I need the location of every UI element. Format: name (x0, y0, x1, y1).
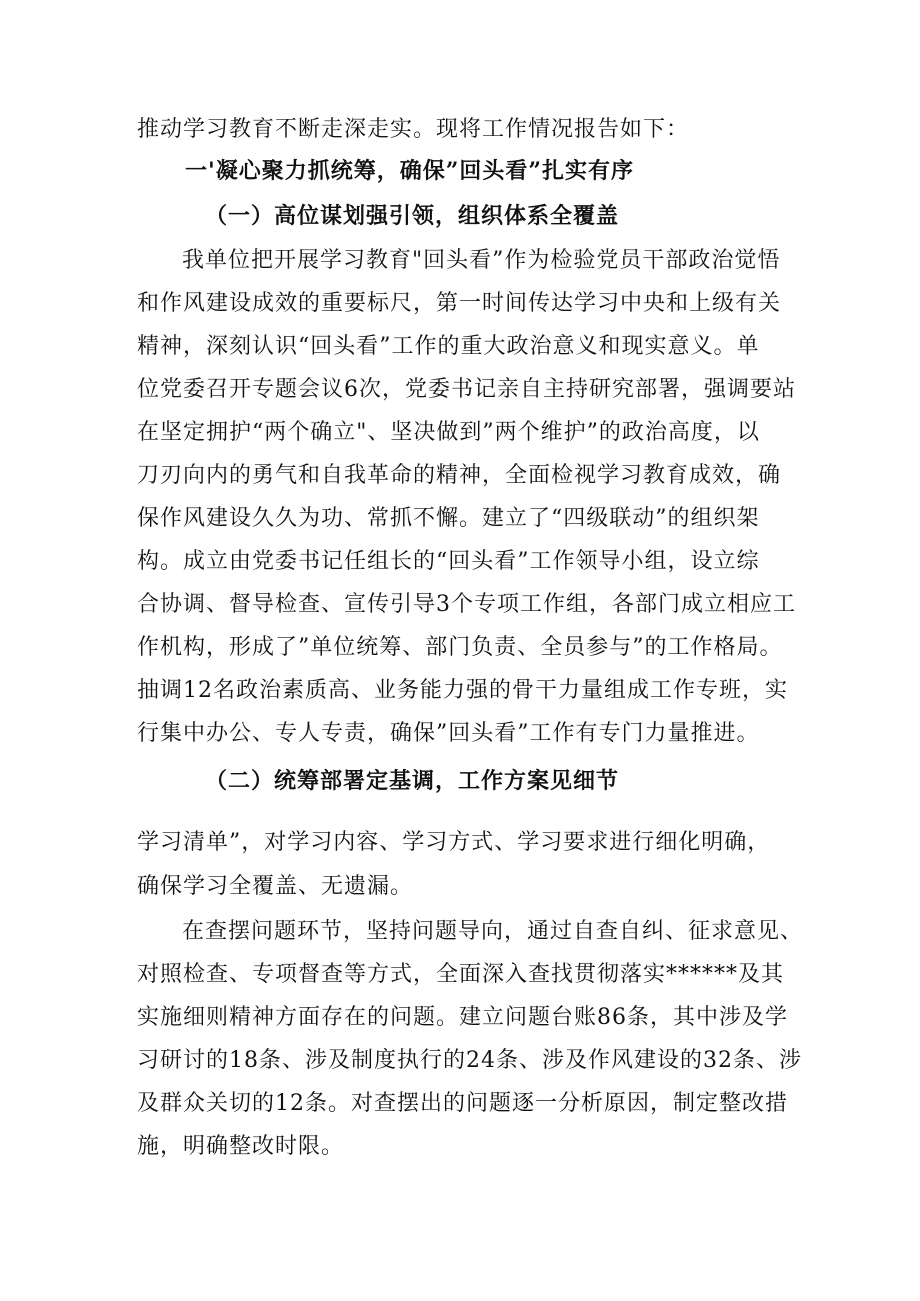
paragraph-line: 学习清单”，对学习内容、学习方式、学习要求进行细化明确， (137, 830, 771, 855)
paragraph-line: 及群众关切的12条。对查摆出的问题逐一分析原因，制定整改措 (137, 1091, 788, 1116)
paragraph-line: 实施细则精神方面存在的问题。建立问题台账86条，其中涉及学 (137, 1005, 788, 1030)
paragraph-line: 行集中办公、专人专责，确保”回头看”工作有专门力量推进。 (137, 721, 760, 746)
paragraph-line: 习研讨的18条、涉及制度执行的24条、涉及作风建设的32条、涉 (137, 1048, 802, 1073)
paragraph-line: 在查摆问题环节，坚持问题导向，通过自查自纠、征求意见、 (182, 919, 804, 944)
paragraph-line: 构。成立由党委书记任组长的“回头看”工作领导小组，设立综 (137, 549, 760, 574)
paragraph-line: 保作风建设久久为功、常抓不懈。建立了“四级联动”的组织架 (137, 506, 760, 531)
paragraph-line: 合协调、督导检查、宣传引导3个专项工作组，各部门成立相应工 (137, 592, 796, 617)
paragraph-line: 抽调12名政治素质高、业务能力强的骨干力量组成工作专班，实 (137, 678, 788, 703)
paragraph-line: 我单位把开展学习教育"回头看”作为检验党员干部政治觉悟 (182, 248, 781, 273)
paragraph-line: 刀刃向内的勇气和自我革命的精神，全面检视学习教育成效，确 (137, 463, 782, 488)
paragraph-line: 和作风建设成效的重要标尺，第一时间传达学习中央和上级有关 (137, 291, 782, 316)
subsection-heading-2: （二）统筹部署定基调，工作方案见细节 (205, 768, 620, 794)
paragraph-line: 施，明确整改时限。 (137, 1134, 345, 1159)
section-heading: 一'凝心聚力抓统筹，确保”回头看”扎实有序 (185, 158, 635, 184)
paragraph-line: 在坚定拥护“两个确立"、坚决做到”两个维护”的政治高度，以 (137, 420, 760, 445)
paragraph-line: 确保学习全覆盖、无遗漏。 (137, 874, 414, 899)
paragraph-line: 精神，深刻认识“回头看”工作的重大政治意义和现实意义。单 (137, 334, 760, 359)
subsection-heading-1: （一）高位谋划强引领，组织体系全覆盖 (205, 203, 620, 229)
paragraph-line: 位党委召开专题会议6次，党委书记亲自主持研究部署，强调要站 (137, 377, 796, 402)
paragraph-line: 作机构，形成了”单位统筹、部门负责、全员参与”的工作格局。 (137, 635, 783, 660)
paragraph-line: 对照检查、专项督查等方式，全面深入查找贯彻落实******及其 (137, 962, 785, 987)
intro-line: 推动学习教育不断走深走实。现将工作情况报告如下： (137, 117, 690, 142)
